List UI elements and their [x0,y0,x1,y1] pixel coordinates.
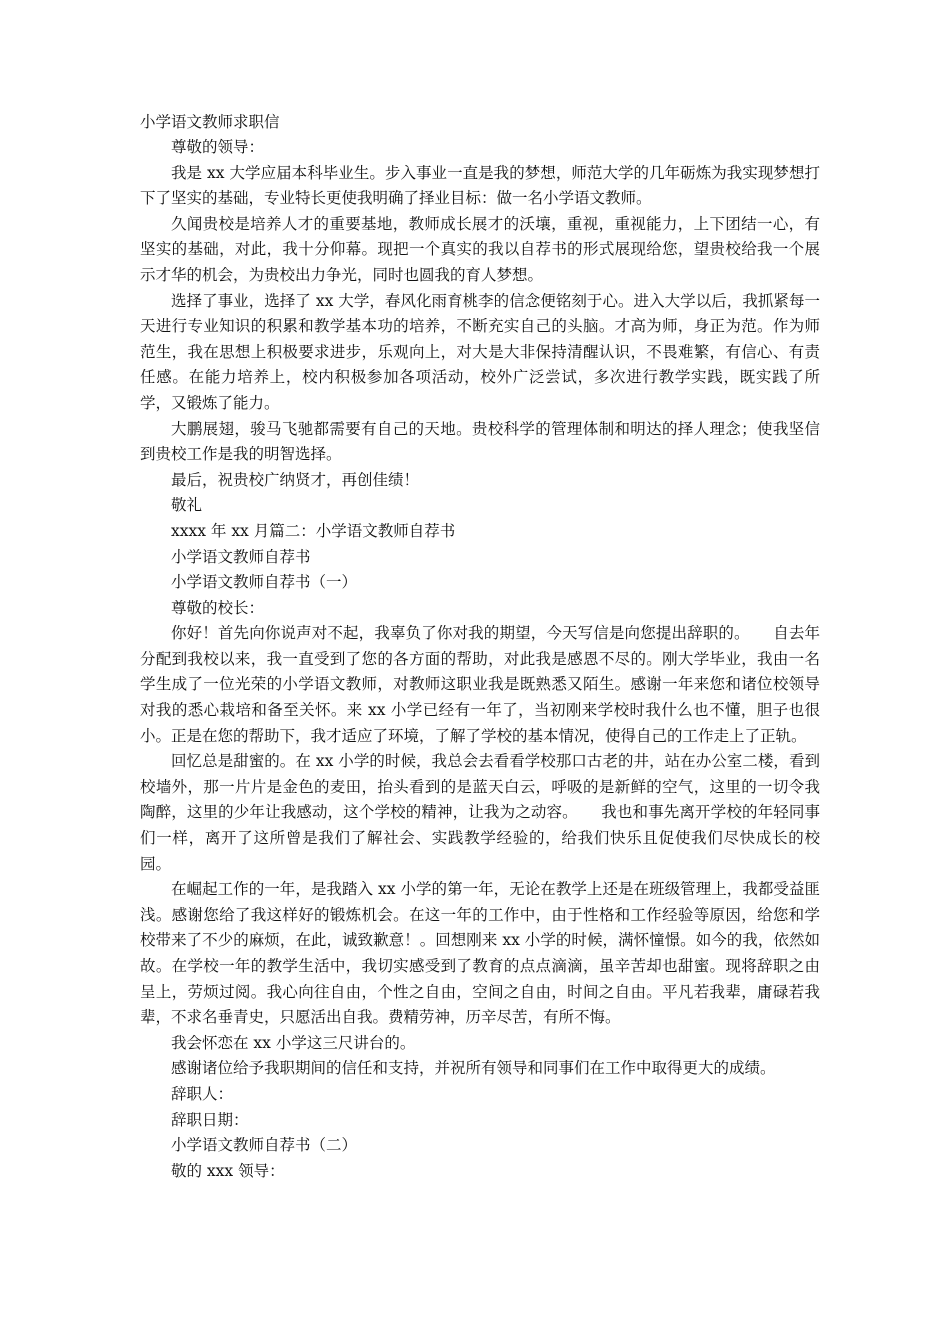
salutation-leader: 敬的 xxx 领导： [171,1161,285,1180]
subtitle-one: 小学语文教师自荐书（一） [171,573,358,592]
paragraph-4: 大鹏展翅，骏马飞驰都需要有自己的天地。贵校科学的管理体制和明达的择人理念；使我坚信到贵校工作是我的明智选择。 [140,419,820,464]
salutation: 尊敬的领导： [171,138,265,156]
letter-paragraph-2: 回忆总是甜蜜的。在 xx 小学的时候，我总会去看看学校那口古老的井，站在办公室二楼，看到校墙外，那一片片是金色的麦田，抬头看到的是蓝天白云，呼吸的是新鲜的空气，这里的一切令我陶醉，这里的少年让我感动，这个学校的精神，让我为之动容。 我也和事先离开学校的年轻同事们一样，离开了这所曾是我们了解社会、实践教学经验的，给我们快乐且促使我们尽快成长的校园。 [140,752,820,873]
date-line: xxxx 年 xx 月篇二：小学语文教师自荐书 [171,521,456,540]
regards-line: 敬礼 [171,496,203,515]
subtitle-two: 小学语文教师自荐书（二） [171,1136,358,1155]
resigner-line: 辞职人： [171,1084,234,1103]
section-title: 小学语文教师自荐书 [171,547,311,566]
letter-paragraph-3: 在崛起工作的一年，是我踏入 xx 小学的第一年，无论在教学上还是在班级管理上，我都受益匪浅。感谢您给了我这样好的锻炼机会。在这一年的工作中，由于性格和工作经验等原因，给您和学校带来了不少的麻烦，在此，诚致歉意！。回想刚来 xx 小学的时候，满怀憧憬。如今的我，依然如故。在学校一年的教学生活中，我切实感受到了教育的点点滴滴，虽辛苦却也甜蜜。现将辞职之由呈上，劳烦过阅。我心向往自由，个性之自由，空间之自由，时间之自由。平凡若我辈，庸碌若我辈，不求名垂青史，只愿活出自我。费精劳神，历辛尽苦，有所不悔。 [140,880,820,1027]
paragraph-3: 选择了事业，选择了 xx 大学，春风化雨育桃李的信念便铭刻于心。进入大学以后，我抓紧每一天进行专业知识的积累和教学基本功的培养，不断充实自己的头脑。才高为师，身正为范。作为师范生，我在思想上积极要求进步，乐观向上，对大是大非保持清醒认识，不畏难繁，有信心、有责任感。在能力培养上，校内积极参加各项活动，校外广泛尝试，多次进行教学实践，既实践了所学，又锻炼了能力。 [140,291,820,412]
letter-paragraph-1: 你好！首先向你说声对不起，我辜负了你对我的期望，今天写信是向您提出辞职的。 自去年分配到我校以来，我一直受到了您的各方面的帮助，对此我是感恩不尽的。刚大学毕业，我由一名学生成了一位光荣的小学语文教师，对教师这职业我是既熟悉又陌生。感谢一年来您和诸位校领导对我的悉心栽培和备至关怀。来 xx 小学已经有一年了，当初刚来学校时我什么也不懂，胆子也很小。正是在您的帮助下，我才适应了环境，了解了学校的基本情况，使得自己的工作走上了正轨。 [140,624,820,745]
salutation-principal: 尊敬的校长： [171,598,265,617]
paragraph-2: 久闻贵校是培养人才的重要基地，教师成长展才的沃壤，重视，重视能力，上下团结一心，有坚实的基础，对此，我十分仰幕。现把一个真实的我以自荐书的形式展现给您，望贵校给我一个展示才华的机会，为贵校出力争光，同时也圆我的育人梦想。 [140,214,820,284]
document-title: 小学语文教师求职信 [140,113,280,131]
closing-line: 最后，祝贵校广纳贤才，再创佳绩！ [171,470,420,489]
document-page [140,110,820,1184]
letter-paragraph-4: 我会怀恋在 xx 小学这三尺讲台的。 [171,1033,416,1052]
paragraph-1: 我是 xx 大学应届本科毕业生。步入事业一直是我的梦想，师范大学的几年砺炼为我实现梦想打下了坚实的基础，专业特长更使我明确了择业目标：做一名小学语文教师。 [140,163,820,208]
resign-date-line: 辞职日期： [171,1110,249,1129]
letter-paragraph-5: 感谢诸位给予我职期间的信任和支持，并祝所有领导和同事们在工作中取得更大的成绩。 [171,1059,776,1078]
